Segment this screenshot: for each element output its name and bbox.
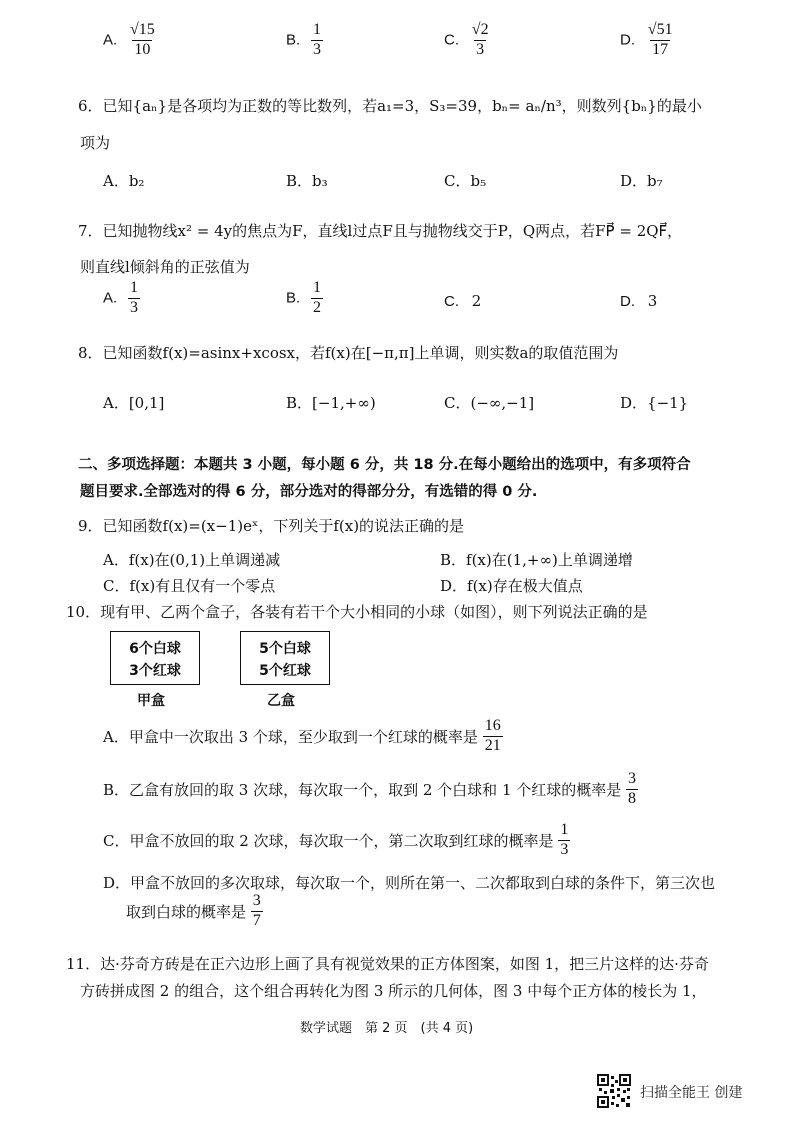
scanner-watermark: 扫描全能王 创建 (640, 1085, 743, 1101)
q10-stem: 10．现有甲、乙两个盒子，各装有若干个大小相同的小球（如图），则下列说法正确的是 (66, 603, 648, 621)
numerator: 3 (252, 892, 261, 909)
denominator: 21 (484, 736, 501, 754)
box-yi-label: 乙盒 (267, 693, 295, 709)
q7-stem-line1: 7．已知抛物线x² = 4y的焦点为F，直线l过点F且与抛物线交于P，Q两点，若FP⃗ = 2QF⃗， (78, 222, 683, 240)
fraction (470, 22, 491, 59)
fraction (251, 893, 263, 930)
q6-option-d: D．b₇ (620, 172, 663, 190)
section2-heading-line1: 二、多项选择题：本题共 3 小题，每小题 6 分，共 18 分.在每小题给出的选项中，有多项符合 (78, 457, 691, 473)
q8-option-c: C．(−∞,−1] (444, 394, 535, 412)
qr-code-icon (597, 1074, 631, 1108)
denominator: 7 (252, 911, 261, 929)
q6-option-b: B．b₃ (286, 172, 328, 190)
box-jia-white: 6个白球 (129, 641, 181, 657)
q9-option-b: B．f(x)在(1,+∞)上单调递增 (440, 551, 633, 569)
box-jia-red: 3个红球 (129, 663, 181, 679)
option-letter: B. (286, 31, 301, 49)
option-letter: D. (620, 293, 635, 310)
q10-option-a (103, 718, 503, 755)
q9-option-a: A．f(x)在(0,1)上单调递减 (103, 551, 281, 569)
option-letter: C. (444, 293, 459, 310)
numerator: √51 (647, 21, 673, 38)
q7-option-a (103, 280, 140, 317)
q9-stem: 9．已知函数f(x)=(x−1)eˣ，下列关于f(x)的说法正确的是 (78, 517, 465, 535)
box-yi-white: 5个白球 (259, 641, 311, 657)
denominator: 8 (628, 789, 637, 807)
fraction (558, 822, 570, 859)
q6-option-a: A．b₂ (103, 172, 145, 190)
option-text: B．乙盒有放回的取 3 次球，每次取一个，取到 2 个白球和 1 个红球的概率是 (103, 780, 622, 799)
option-letter: D. (620, 31, 635, 49)
fraction (626, 771, 638, 808)
fraction (128, 280, 140, 317)
option-letter: B. (286, 289, 301, 307)
q8-option-b: B．[−1,+∞) (286, 394, 376, 412)
box-jia (110, 631, 200, 685)
q9-option-d: D．f(x)存在极大值点 (440, 577, 583, 595)
denominator: 2 (312, 298, 321, 316)
denominator: 3 (312, 40, 321, 58)
box-yi (240, 631, 330, 685)
denominator: 3 (560, 840, 569, 858)
fraction (483, 718, 503, 755)
q5-option-c (444, 22, 491, 59)
section2-heading-line2: 题目要求.全部选对的得 6 分，部分选对的得部分分，有选错的得 0 分. (80, 484, 538, 500)
q8-stem: 8．已知函数f(x)=asinx+xcosx，若f(x)在[−π,π]上单调，则实数a的取值范围为 (78, 344, 619, 362)
q7-stem-line2: 则直线l倾斜角的正弦值为 (80, 258, 250, 276)
q8-option-d: D．{−1} (620, 394, 689, 412)
q10-option-d-line2 (126, 893, 263, 930)
q7-option-b (286, 280, 323, 317)
option-text: 取到白球的概率是 (126, 902, 247, 921)
option-text: A．甲盒中一次取出 3 个球，至少取到一个红球的概率是 (103, 727, 478, 746)
option-letter: A. (103, 289, 118, 307)
fraction (646, 22, 675, 59)
numerator: 16 (484, 717, 501, 734)
option-value: 3 (647, 292, 658, 310)
q5-option-a (103, 22, 157, 59)
q10-option-c (103, 822, 570, 859)
option-text: C．甲盒不放回的取 2 次球，每次取一个，第二次取到红球的概率是 (103, 831, 554, 850)
fraction (128, 22, 157, 59)
q9-option-c: C．f(x)有且仅有一个零点 (103, 577, 276, 595)
q10-option-b (103, 771, 638, 808)
denominator: 3 (476, 40, 485, 58)
q6-option-c: C．b₅ (444, 172, 487, 190)
numerator: 1 (312, 279, 321, 296)
q8-option-a: A．[0,1] (103, 394, 165, 412)
page-footer: 数学试题 第 2 页 (共 4 页) (300, 1021, 474, 1036)
q7-option-c (444, 292, 481, 310)
fraction (311, 22, 323, 59)
option-letter: C. (444, 31, 459, 49)
denominator: 17 (652, 40, 669, 58)
box-jia-label: 甲盒 (137, 693, 165, 709)
box-yi-red: 5个红球 (259, 663, 311, 679)
q11-stem-line2: 方砖拼成图 2 的组合，这个组合再转化为图 3 所示的几何体，图 3 中每个正方体的棱长为 1， (80, 982, 707, 1000)
numerator: √15 (129, 21, 155, 38)
numerator: 1 (129, 279, 138, 296)
option-value: 2 (471, 292, 482, 310)
fraction (311, 280, 323, 317)
q5-option-d (620, 22, 675, 59)
numerator: 1 (560, 821, 569, 838)
numerator: √2 (471, 21, 489, 38)
q6-stem-line1: 6．已知{aₙ}是各项均为正数的等比数列，若a₁=3，S₃=39，bₙ= aₙ/n³，则数列{bₙ}的最小 (78, 97, 702, 115)
denominator: 3 (129, 298, 138, 316)
option-letter: A. (103, 31, 118, 49)
q10-option-d-line1: D．甲盒不放回的多次取球，每次取一个，则所在第一、二次都取到白球的条件下，第三次也 (103, 874, 716, 892)
numerator: 1 (312, 21, 321, 38)
q7-option-d (620, 292, 657, 310)
q5-option-b (286, 22, 323, 59)
q11-stem-line1: 11．达·芬奇方砖是在正六边形上画了具有视觉效果的正方体图案，如图 1，把三片这样的达·芬奇 (66, 955, 709, 973)
denominator: 10 (134, 40, 151, 58)
numerator: 3 (628, 770, 637, 787)
q6-stem-line2: 项为 (80, 134, 111, 152)
